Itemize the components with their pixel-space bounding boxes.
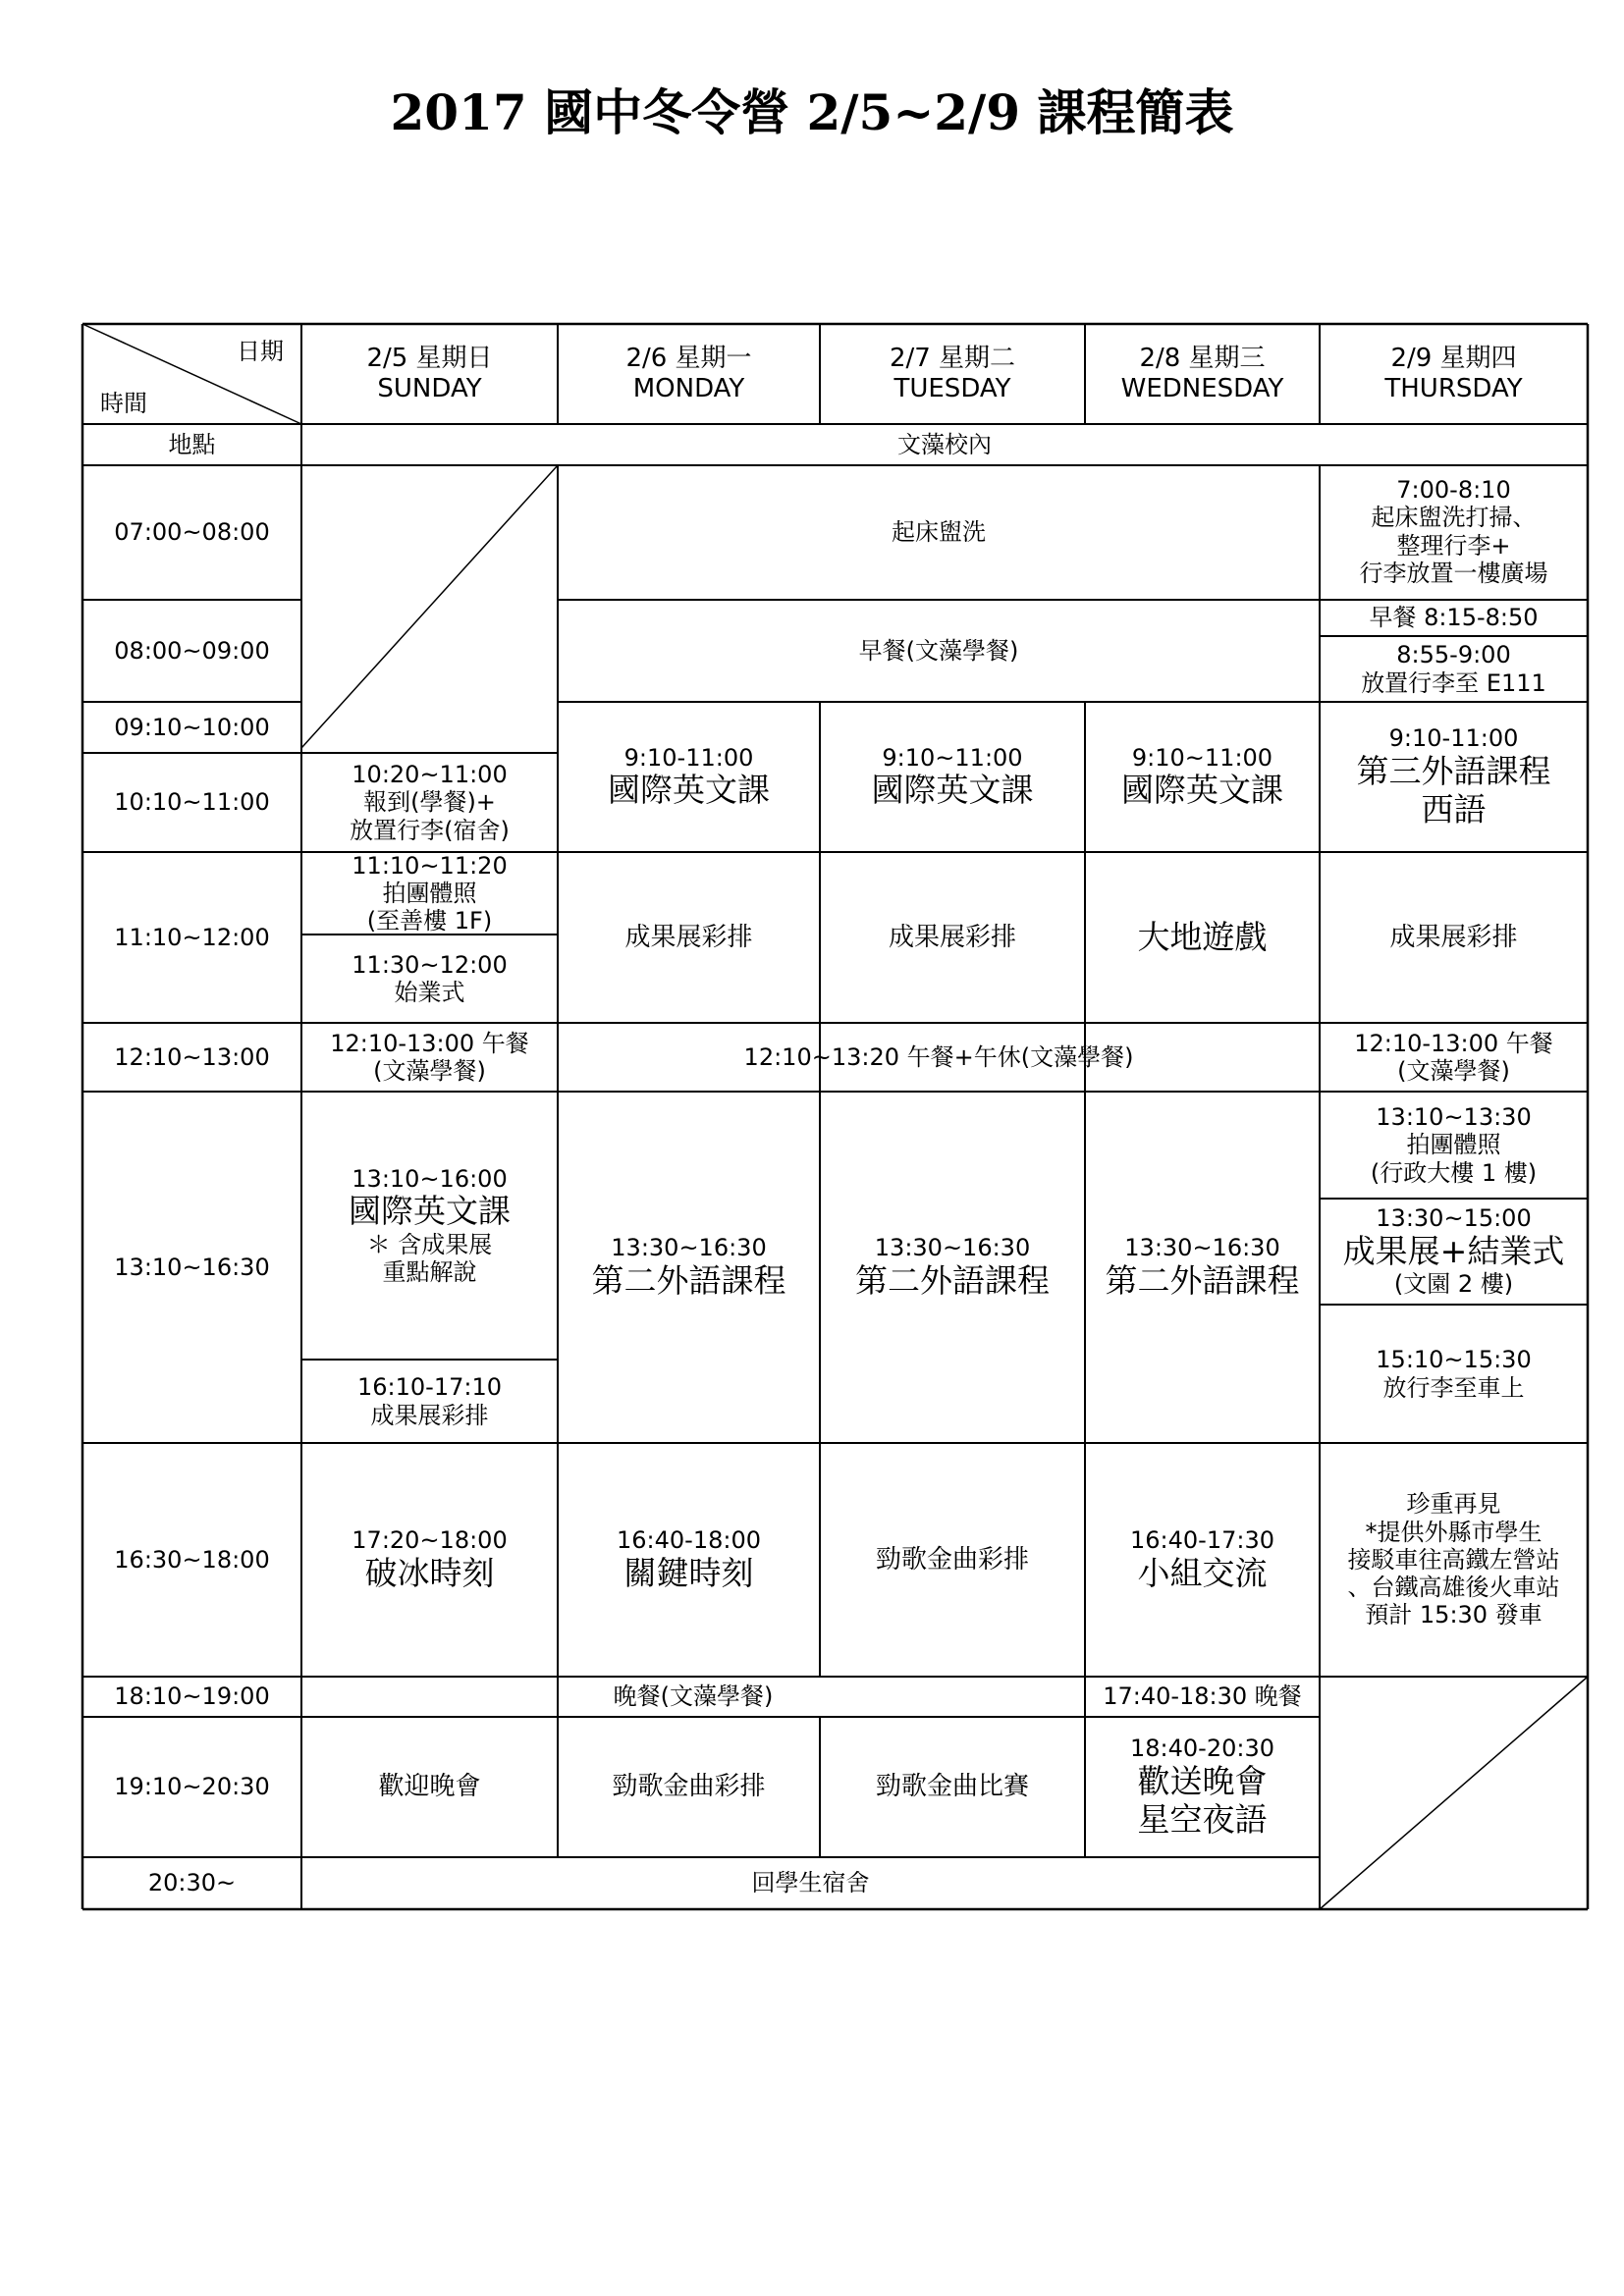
mon-english-cell-text: 國際英文課 (608, 771, 770, 810)
sun-english-pm-cell-text: ＊ 含成果展 (366, 1230, 493, 1258)
day-header-text: TUESDAY (893, 374, 1011, 403)
wed-dinner-cell-text: 17:40-18:30 晚餐 (1103, 1682, 1302, 1711)
thu-luggage-cell-text: 放置行李至 E111 (1361, 668, 1546, 697)
day-header-text: 2/5 星期日 (366, 344, 493, 374)
thu-farewell-cell-text: 珍重再見 (1406, 1490, 1501, 1519)
thu-wake-cell-text: 7:00-8:10 (1396, 475, 1511, 504)
thu-luggage-cell-text: 8:55-9:00 (1396, 641, 1511, 669)
thu-lunch-cell-text: 12:10-13:00 午餐 (1354, 1029, 1553, 1057)
mon-song-cell-text: 勁歌金曲彩排 (612, 1772, 766, 1802)
sun-checkin-cell-text: 放置行李(宿舍) (350, 816, 510, 844)
sun-checkin-cell-text: 報到(學餐)+ (363, 788, 496, 817)
mon-rehearsal-cell-text: 成果展彩排 (624, 922, 753, 952)
sun-rehearsal-pm-cell-text: 成果展彩排 (370, 1401, 489, 1429)
tue-song-cell-text: 勁歌金曲比賽 (875, 1772, 1029, 1802)
sun-english-pm-cell-text: 國際英文課 (349, 1191, 511, 1230)
thu-photo-cell-text: 拍團體照 (1406, 1131, 1501, 1159)
time-slot-text: 08:00~09:00 (114, 636, 270, 665)
mon-english-cell-text: 9:10-11:00 (623, 743, 754, 772)
thu-showcase-cell-text: 13:30~15:00 (1376, 1204, 1532, 1233)
thu-third-language-cell-text: 9:10-11:00 (1388, 724, 1519, 753)
thu-photo-cell-text: (行政大樓 1 樓) (1370, 1158, 1538, 1187)
sun-opening-cell-text: 11:30~12:00 (352, 950, 508, 979)
time-slot-text: 07:00~08:00 (114, 518, 270, 547)
day-header-text: SUNDAY (377, 374, 482, 403)
day-header-text: THURSDAY (1384, 374, 1523, 403)
time-slot-text: 13:10~16:30 (114, 1253, 270, 1281)
sun-icebreak-cell-text: 破冰時刻 (364, 1553, 495, 1592)
sun-lunch-cell-text: 12:10-13:00 午餐 (330, 1029, 529, 1057)
sun-icebreak-cell-text: 17:20~18:00 (352, 1526, 508, 1555)
wed-group-cell-text: 16:40-17:30 (1130, 1526, 1274, 1555)
dorm-cell-text: 回學生宿舍 (751, 1869, 870, 1897)
day-header-text: 2/9 星期四 (1390, 344, 1517, 374)
time-slot-text: 16:30~18:00 (114, 1545, 270, 1574)
day-header-text: 2/6 星期一 (625, 344, 752, 374)
wed-english-cell-text: 9:10~11:00 (1131, 743, 1273, 772)
time-axis-label: 時間 (100, 390, 147, 417)
thu-rehearsal-cell-text: 成果展彩排 (1389, 922, 1518, 952)
document-title: 2017 國中冬令營 2/5~2/9 課程簡表 (390, 83, 1234, 141)
wed-english-cell-text: 國際英文課 (1121, 771, 1283, 810)
thu-showcase-cell-text: 成果展+結業式 (1342, 1231, 1565, 1270)
sun-welcome-cell-text: 歡迎晚會 (378, 1772, 481, 1802)
empty-cell-diagonal (301, 465, 558, 748)
day-header-text: 2/7 星期二 (889, 344, 1016, 374)
wed-party-cell-text: 歡送晚會 (1137, 1761, 1268, 1800)
thu-farewell-cell-text: 、台鐵高雄後火車站 (1347, 1574, 1560, 1602)
time-slot-text: 10:10~11:00 (114, 788, 270, 817)
time-slot-text: 12:10~13:00 (114, 1042, 270, 1071)
wed-second-language-cell-text: 第二外語課程 (1105, 1260, 1300, 1300)
tue-english-cell-text: 9:10~11:00 (882, 743, 1023, 772)
sun-photo-cell-text: 11:10~11:20 (352, 852, 508, 880)
thu-wake-cell-text: 整理行李+ (1396, 531, 1511, 560)
thu-farewell-cell-text: *提供外縣市學生 (1365, 1518, 1543, 1546)
time-slot-text: 18:10~19:00 (114, 1682, 270, 1711)
day-header-text: WEDNESDAY (1120, 374, 1284, 403)
time-slot-text: 19:10~20:30 (114, 1773, 270, 1801)
tue-english-cell-text: 國際英文課 (871, 771, 1034, 810)
mon-keytime-cell-text: 關鍵時刻 (623, 1553, 754, 1592)
wake-up-cell-text: 起床盥洗 (892, 518, 986, 547)
sun-english-pm-cell-text: 重點解說 (382, 1258, 477, 1287)
sun-rehearsal-pm-cell-text: 16:10-17:10 (357, 1373, 502, 1402)
thu-third-language-cell-text: 西語 (1421, 789, 1487, 828)
sun-checkin-cell-text: 10:20~11:00 (352, 761, 508, 789)
empty-cell-diagonal (1320, 1677, 1588, 1909)
thu-farewell-cell-text: 接駁車往高鐵左營站 (1347, 1545, 1560, 1574)
tue-second-language-cell-text: 13:30~16:30 (874, 1234, 1031, 1262)
tue-rehearsal-cell-text: 成果展彩排 (888, 922, 1016, 952)
dinner-cell-text: 晚餐(文藻學餐) (613, 1682, 774, 1711)
mon-second-language-cell-text: 13:30~16:30 (611, 1234, 767, 1262)
mon-keytime-cell-text: 16:40-18:00 (617, 1526, 761, 1555)
sun-opening-cell-text: 始業式 (394, 979, 465, 1006)
date-axis-label: 日期 (237, 338, 284, 365)
location-label-text: 地點 (168, 430, 216, 458)
tue-second-language-cell-text: 第二外語課程 (855, 1260, 1050, 1300)
header-diagonal (82, 324, 301, 424)
sun-photo-cell-text: 拍團體照 (382, 879, 477, 907)
thu-wake-cell-text: 起床盥洗打掃、 (1371, 504, 1537, 532)
thu-bus-cell-text: 15:10~15:30 (1376, 1346, 1532, 1374)
thu-showcase-cell-text: (文園 2 樓) (1393, 1270, 1514, 1299)
lunch-nap-cell-text: 12:10~13:20 午餐+午休(文藻學餐) (743, 1042, 1134, 1071)
tue-song-rehearsal-cell-text: 勁歌金曲彩排 (875, 1544, 1029, 1575)
thu-lunch-cell-text: (文藻學餐) (1397, 1057, 1510, 1085)
wed-second-language-cell-text: 13:30~16:30 (1124, 1234, 1280, 1262)
sun-english-pm-cell-text: 13:10~16:00 (352, 1164, 508, 1193)
time-slot-text: 20:30~ (147, 1869, 237, 1897)
thu-wake-cell-text: 行李放置一樓廣場 (1359, 559, 1548, 587)
thu-farewell-cell-text: 預計 15:30 發車 (1365, 1601, 1543, 1629)
breakfast-cell-text: 早餐(文藻學餐) (858, 636, 1019, 665)
time-slot-text: 09:10~10:00 (114, 713, 270, 741)
day-header-text: MONDAY (632, 374, 745, 403)
thu-photo-cell-text: 13:10~13:30 (1376, 1103, 1532, 1132)
wed-field-game-cell-text: 大地遊戲 (1137, 917, 1268, 956)
wed-party-cell-text: 星空夜語 (1137, 1799, 1268, 1839)
sun-lunch-cell-text: (文藻學餐) (373, 1057, 486, 1085)
thu-third-language-cell-text: 第三外語課程 (1356, 751, 1551, 790)
location-value-text: 文藻校內 (897, 430, 992, 458)
sun-photo-cell-text: (至善樓 1F) (366, 907, 493, 934)
day-header-text: 2/8 星期三 (1139, 344, 1266, 374)
time-slot-text: 11:10~12:00 (114, 923, 270, 951)
wed-group-cell-text: 小組交流 (1137, 1553, 1268, 1592)
mon-second-language-cell-text: 第二外語課程 (591, 1260, 786, 1300)
thu-bus-cell-text: 放行李至車上 (1382, 1373, 1525, 1402)
wed-party-cell-text: 18:40-20:30 (1130, 1735, 1274, 1763)
thu-breakfast-cell-text: 早餐 8:15-8:50 (1369, 604, 1539, 632)
